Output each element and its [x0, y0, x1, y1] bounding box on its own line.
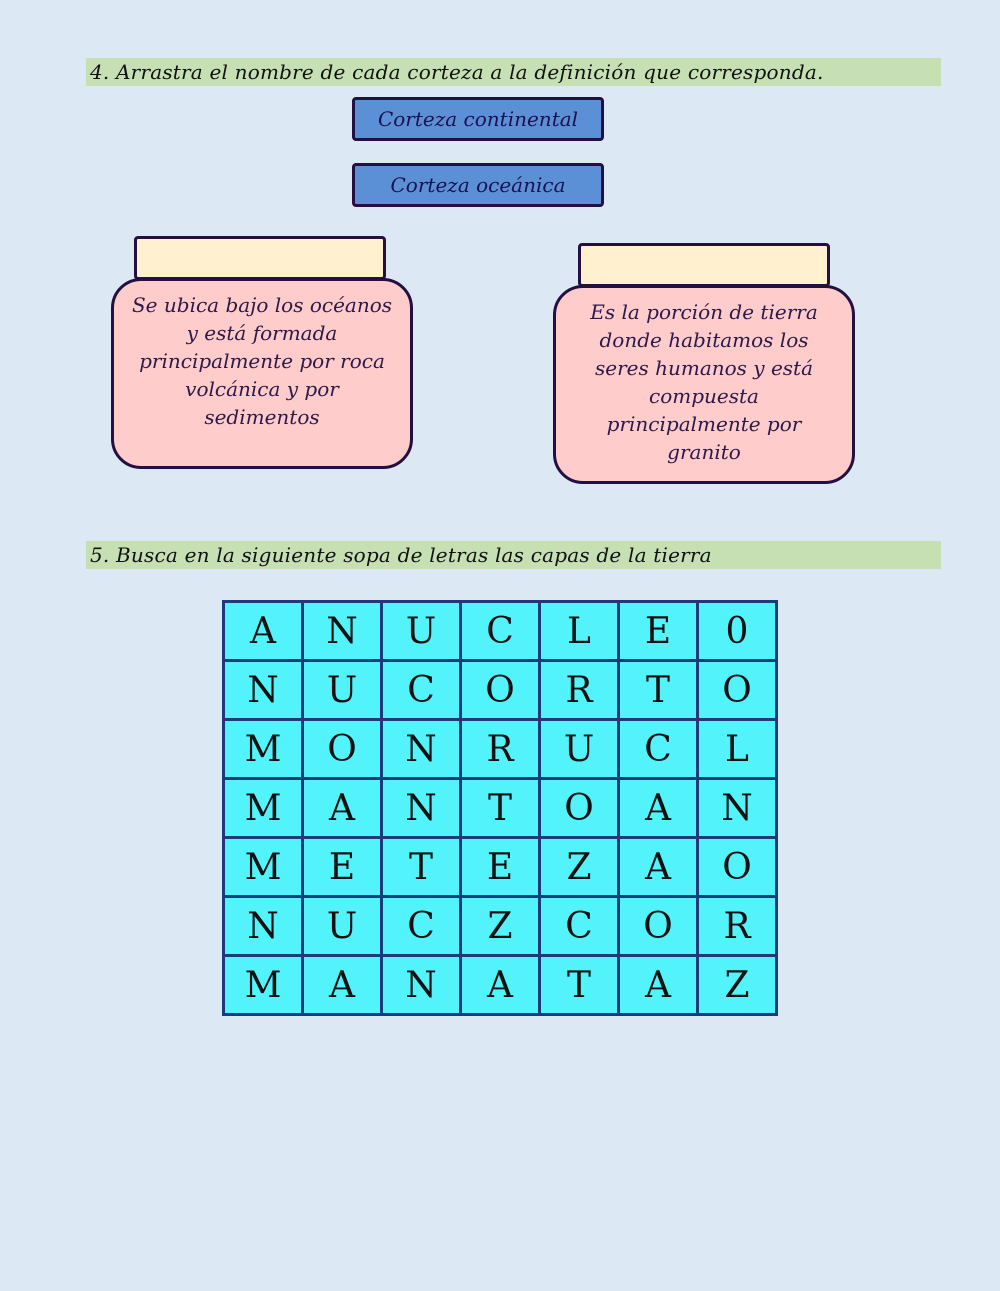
grid-cell[interactable]: C [619, 720, 698, 779]
grid-cell[interactable]: A [303, 956, 382, 1015]
grid-cell[interactable]: N [382, 956, 461, 1015]
grid-row [224, 602, 777, 661]
instruction-section-4: 4. Arrastra el nombre de cada corteza a la definición que corresponda. [86, 58, 941, 86]
chip-corteza-oceanica[interactable]: Corteza oceánica [352, 163, 604, 207]
instruction-section-5: 5. Busca en la siguiente sopa de letras las capas de la tierra [86, 541, 941, 569]
grid-cell[interactable]: E [461, 838, 540, 897]
grid-cell[interactable]: O [303, 720, 382, 779]
grid-cell[interactable]: A [303, 779, 382, 838]
grid-cell[interactable]: C [382, 661, 461, 720]
grid-cell[interactable]: T [461, 779, 540, 838]
grid-cell[interactable]: U [303, 897, 382, 956]
grid-cell[interactable]: R [540, 661, 619, 720]
drop-slot-left[interactable] [134, 236, 386, 280]
grid-row [224, 779, 777, 838]
definition-card-left: Se ubica bajo los océanos y está formada principalmente por roca volcánica y por sedimentos [111, 278, 413, 469]
grid-cell[interactable]: 0 [698, 602, 777, 661]
grid-cell[interactable]: N [224, 897, 303, 956]
grid-cell[interactable]: L [540, 602, 619, 661]
grid-cell[interactable]: A [619, 838, 698, 897]
grid-row [224, 720, 777, 779]
grid-cell[interactable]: N [224, 661, 303, 720]
grid-cell[interactable]: O [461, 661, 540, 720]
grid-cell[interactable]: U [540, 720, 619, 779]
grid-cell[interactable]: M [224, 720, 303, 779]
grid-cell[interactable]: O [619, 897, 698, 956]
grid-cell[interactable]: Z [540, 838, 619, 897]
grid-cell[interactable]: R [698, 897, 777, 956]
grid-cell[interactable]: N [382, 779, 461, 838]
grid-cell[interactable]: A [619, 956, 698, 1015]
word-search-grid [222, 600, 778, 1016]
grid-cell[interactable]: N [698, 779, 777, 838]
grid-cell[interactable]: O [698, 661, 777, 720]
grid-cell[interactable]: O [698, 838, 777, 897]
grid-row [224, 661, 777, 720]
grid-row [224, 897, 777, 956]
grid-cell[interactable]: N [303, 602, 382, 661]
grid-cell[interactable]: A [224, 602, 303, 661]
grid-cell[interactable]: N [382, 720, 461, 779]
grid-cell[interactable]: E [619, 602, 698, 661]
grid-cell[interactable]: L [698, 720, 777, 779]
chip-corteza-continental[interactable]: Corteza continental [352, 97, 604, 141]
definition-card-right: Es la porción de tierra donde habitamos los seres humanos y está compuesta principalmente por granito [553, 285, 855, 484]
drop-slot-right[interactable] [578, 243, 830, 287]
grid-cell[interactable]: M [224, 838, 303, 897]
grid-cell[interactable]: T [382, 838, 461, 897]
grid-cell[interactable]: A [619, 779, 698, 838]
grid-cell[interactable]: Z [698, 956, 777, 1015]
grid-cell[interactable]: C [540, 897, 619, 956]
grid-cell[interactable]: U [382, 602, 461, 661]
grid-cell[interactable]: C [382, 897, 461, 956]
grid-cell[interactable]: O [540, 779, 619, 838]
grid-cell[interactable]: Z [461, 897, 540, 956]
grid-cell[interactable]: E [303, 838, 382, 897]
grid-cell[interactable]: A [461, 956, 540, 1015]
grid-cell[interactable]: T [540, 956, 619, 1015]
grid-cell[interactable]: M [224, 779, 303, 838]
grid-cell[interactable]: U [303, 661, 382, 720]
grid-cell[interactable]: R [461, 720, 540, 779]
grid-row [224, 956, 777, 1015]
grid-row [224, 838, 777, 897]
grid-cell[interactable]: C [461, 602, 540, 661]
grid-cell[interactable]: M [224, 956, 303, 1015]
grid-cell[interactable]: T [619, 661, 698, 720]
